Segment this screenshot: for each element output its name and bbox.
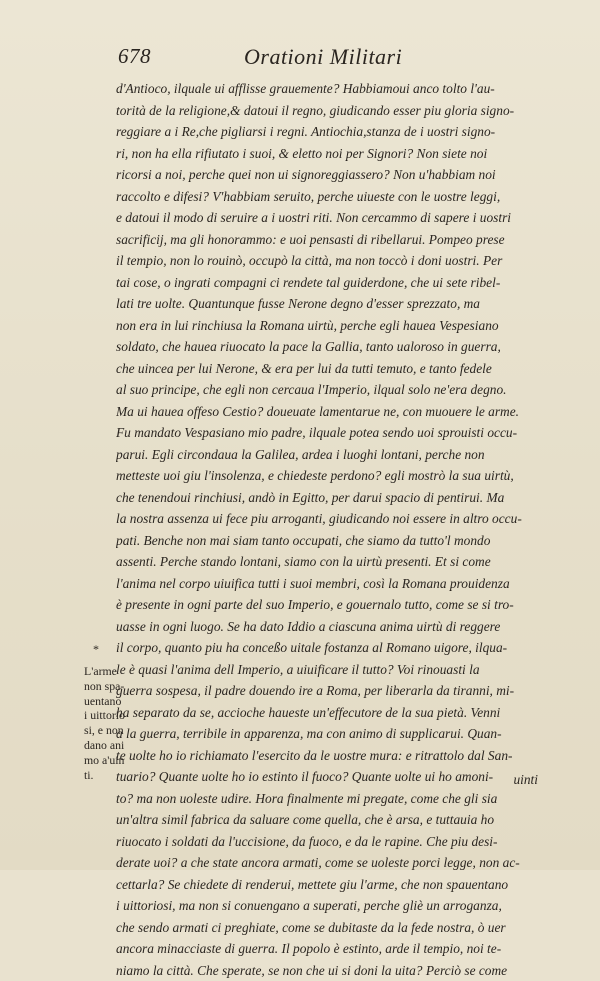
text-line: uasse in ogni luogo. Se ha dato Iddio a ciascuna anima uirtù di reggere xyxy=(116,616,566,638)
text-line: ha separato da se, accioche haueste un'effecutore de la sua pietà. Venni xyxy=(116,702,566,724)
text-line: che sendo armati ci preghiate, come se dubitaste da la fede nostra, ò uer xyxy=(116,917,566,939)
text-line: che uincea per lui Nerone, & era per lui da tutti temuto, e tanto fedele xyxy=(116,358,566,380)
marginal-note-line: non spa- xyxy=(84,679,142,694)
text-line: Fu mandato Vespasiano mio padre, ilquale potea sendo uoi sprouisti occu- xyxy=(116,422,566,444)
text-line: la nostra assenza ui fece piu arroganti, giudicando noi essere in altro occu- xyxy=(116,508,566,530)
marginal-note-line: si, e non xyxy=(84,723,142,738)
running-title: Orationi Militari xyxy=(244,44,402,70)
text-line: parui. Egli circondaua la Galilea, ardea i luoghi lontani, perche non xyxy=(116,444,566,466)
marginal-marker: * xyxy=(93,642,99,657)
text-line: metteste uoi giu l'insolenza, e chiedeste perdono? egli mostrò la sua uirtù, xyxy=(116,465,566,487)
page-number: 678 xyxy=(118,44,151,69)
text-line: ancora minacciaste di guerra. Il popolo è estinto, arde il tempio, noi te- xyxy=(116,938,566,960)
text-line: l'anima nel corpo uiuifica tutti i suoi membri, così la Romana prouidenza xyxy=(116,573,566,595)
text-line: sacrificij, ma gli honorammo: e uoi pensasti di ribellarui. Pompeo prese xyxy=(116,229,566,251)
text-line: guerra sospesa, il padre douendo ire a Roma, per liberarla da tiranni, mi- xyxy=(116,680,566,702)
text-line: derate uoi? a che state ancora armati, come se uoleste porci legge, non ac- xyxy=(116,852,566,874)
text-line: che tenendoui rinchiusi, andò in Egitto, per darui spacio di pentirui. Ma xyxy=(116,487,566,509)
text-line: reggiare a i Re,che pigliarsi i regni. Antiochia,stanza de i uostri signo- xyxy=(116,121,566,143)
text-line: il tempio, non lo rouinò, occupò la città, ma non toccò i doni uostri. Per xyxy=(116,250,566,272)
body-text xyxy=(116,78,566,981)
marginal-note-line: uentano xyxy=(84,694,142,709)
text-line: il corpo, quanto piu ha conceßo uitale fostanza al Romano uigore, ilqua- xyxy=(116,637,566,659)
text-line: soldato, che hauea riuocato la pace la Gallia, tanto ualoroso in guerra, xyxy=(116,336,566,358)
text-line: niamo la città. Che sperate, se non che ui si doni la uita? Perciò se come xyxy=(116,960,566,981)
text-line: riuocato i soldati da l'uccisione, da fuoco, e da le rapine. Che piu desi- xyxy=(116,831,566,853)
page-header xyxy=(118,44,538,74)
text-line: lati tre uolte. Quantunque fusse Nerone degno d'esser sprezzato, ma xyxy=(116,293,566,315)
text-line: non era in lui rinchiusa la Romana uirtù, perche egli hauea Vespesiano xyxy=(116,315,566,337)
text-line: un'altra simil fabrica da saluare come quella, che è arsa, e tuttauia ho xyxy=(116,809,566,831)
text-line: al suo principe, che egli non cercaua l'Imperio, ilqual solo ne'era degno. xyxy=(116,379,566,401)
text-line: to? ma non uoleste udire. Hora finalmente mi pregate, come che gli sia xyxy=(116,788,566,810)
text-line: ri, non ha ella rifiutato i suoi, & eletto noi per Signori? Non siete noi xyxy=(116,143,566,165)
text-line: a la guerra, terribile in apparenza, ma con animo di supplicarui. Quan- xyxy=(116,723,566,745)
text-line: raccolto e difesi? V'habbiam seruito, perche uiueste con le uostre leggi, xyxy=(116,186,566,208)
text-line: assenti. Perche stando lontani, siamo con la uirtù presenti. Et si come xyxy=(116,551,566,573)
text-line: Ma ui hauea offeso Cestio? doueuate lamentarue ne, con muouere le arme. xyxy=(116,401,566,423)
marginal-note xyxy=(84,664,142,782)
text-line: tai cose, o ingrati compagni ci rendete tal guiderdone, che ui sete ribel- xyxy=(116,272,566,294)
text-line: te uolte ho io richiamato l'esercito da le uostre mura: e ritrattolo dal San- xyxy=(116,745,566,767)
marginal-note-line: mo a'uin xyxy=(84,753,142,768)
text-line: tuario? Quante uolte ho io estinto il fuoco? Quante uolte ui ho amoni- xyxy=(116,766,566,788)
text-line: i uittoriosi, ma non si conuengano a superati, perche gliè un arroganza, xyxy=(116,895,566,917)
marginal-note-line: L'arme xyxy=(84,664,142,679)
text-line: le è quasi l'anima dell Imperio, a uiuificare il tutto? Voi rinouasti la xyxy=(116,659,566,681)
catchword: uinti xyxy=(513,772,538,788)
text-line: cettarla? Se chiedete di renderui, mettete giu l'arme, che non spauentano xyxy=(116,874,566,896)
text-line: pati. Benche non mai siam tanto occupati, che siamo da tutto'l mondo xyxy=(116,530,566,552)
text-line: è presente in ogni parte del suo Imperio, e gouernalo tutto, come se si tro- xyxy=(116,594,566,616)
marginal-note-line: dano ani xyxy=(84,738,142,753)
marginal-note-line: i uittorio xyxy=(84,708,142,723)
marginal-note-line: ti. xyxy=(84,768,142,783)
text-line: ricorsi a noi, perche quei non ui signoreggiassero? Non u'habbiam noi xyxy=(116,164,566,186)
text-line: d'Antioco, ilquale ui afflisse grauemente? Habbiamoui anco tolto l'au- xyxy=(116,78,566,100)
text-line: e datoui il modo di seruire a i uostri riti. Non cercammo di sapere i uostri xyxy=(116,207,566,229)
text-line: torità de la religione,& datoui il regno, giudicando esser piu gloria signo- xyxy=(116,100,566,122)
